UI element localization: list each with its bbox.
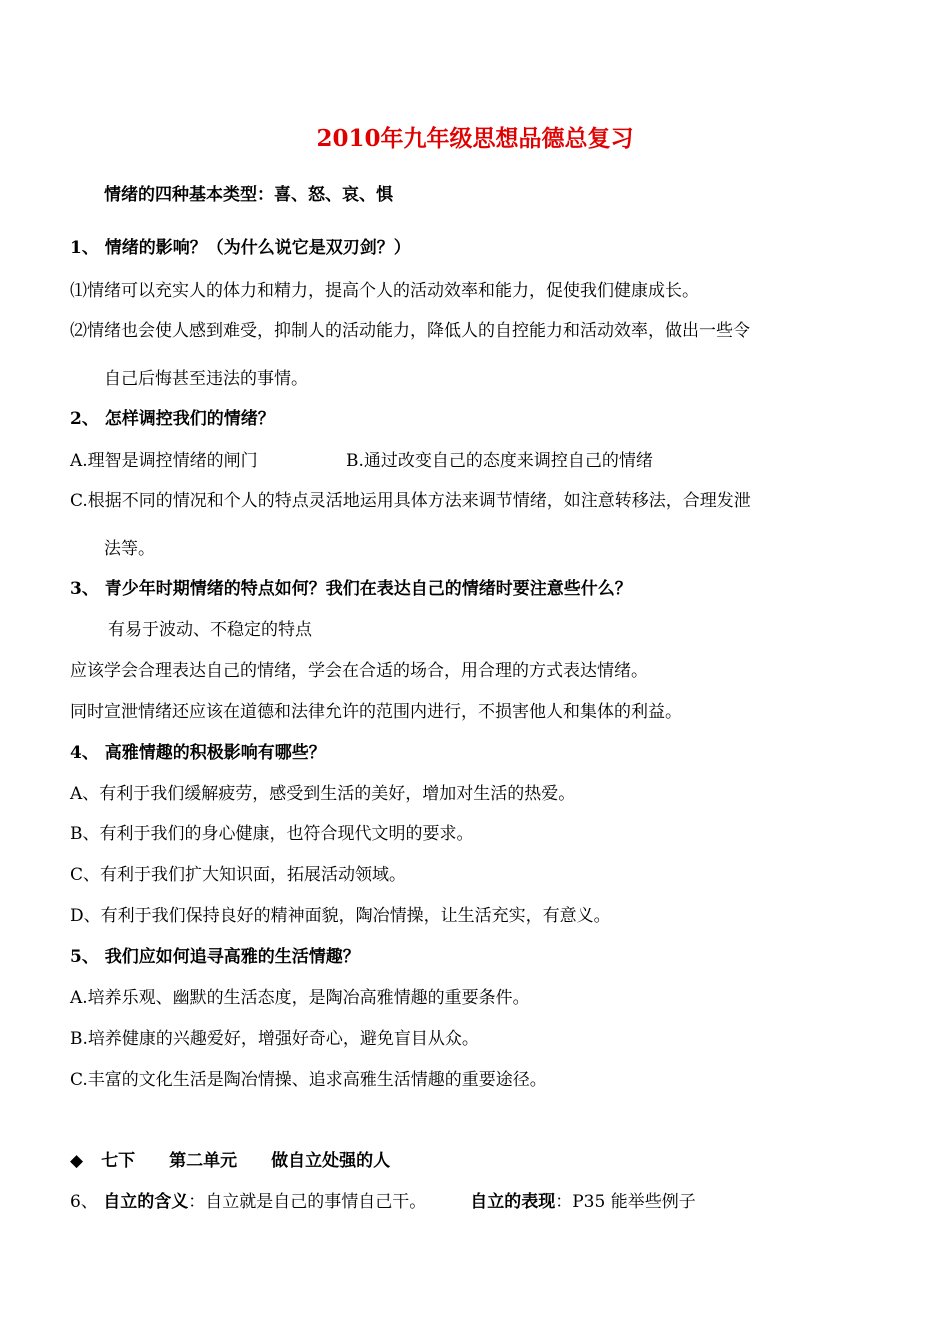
q6-label-performance: 自立的表现 (470, 1192, 556, 1212)
q5-option-a: A.培养乐观、幽默的生活态度，是陶冶高雅情趣的重要条件。 (70, 988, 530, 1008)
unit-title: 七下 第二单元 做自立处强的人 (101, 1151, 391, 1171)
unit-heading (70, 1150, 390, 1172)
q3-answer-2: 应该学会合理表达自己的情绪，学会在合适的场合，用合理的方式表达情绪。 (70, 661, 648, 681)
diamond-bullet-icon: ◆ (70, 1151, 84, 1171)
q2-option-a: A.理智是调控情绪的闸门 (70, 451, 258, 471)
q1-heading: 1、 情绪的影响？（为什么说它是双刃剑？） (70, 238, 411, 258)
document-title: 2010年九年级思想品德总复习 (316, 125, 634, 152)
q3-answer-3: 同时宣泄情绪还应该在道德和法律允许的范围内进行，不损害他人和集体的利益。 (70, 702, 682, 722)
q5-option-b: B.培养健康的兴趣爱好，增强好奇心，避免盲目从众。 (70, 1029, 479, 1049)
q2-heading: 2、 怎样调控我们的情绪？ (70, 409, 275, 429)
q2-option-b: B.通过改变自己的态度来调控自己的情绪 (346, 451, 653, 471)
q4-heading: 4、 高雅情趣的积极影响有哪些？ (70, 743, 326, 763)
q4-option-b: B、有利于我们的身心健康，也符合现代文明的要求。 (70, 824, 474, 844)
q6-text-meaning: ：自立就是自己的事情自己干。 (188, 1192, 427, 1212)
q6-number: 6、 (70, 1192, 104, 1212)
q1-answer-2: ⑵情绪也会使人感到难受，抑制人的活动能力，降低人的自控能力和活动效率，做出一些令 (70, 321, 750, 341)
q3-heading: 3、 青少年时期情绪的特点如何？我们在表达自己的情绪时要注意些什么？ (70, 579, 632, 599)
q3-answer-1: 有易于波动、不稳定的特点 (108, 620, 312, 640)
q1-answer-2-cont: 自己后悔甚至违法的事情。 (104, 369, 308, 389)
q4-option-d: D、有利于我们保持良好的精神面貌，陶冶情操，让生活充实，有意义。 (70, 906, 611, 926)
q6-line (70, 1191, 696, 1213)
q4-option-a: A、有利于我们缓解疲劳，感受到生活的美好，增加对生活的热爱。 (70, 784, 576, 804)
q1-answer-1: ⑴情绪可以充实人的体力和精力，提高个人的活动效率和能力，促使我们健康成长。 (70, 281, 699, 301)
q6-text-performance: ：P35 能举些例子 (555, 1192, 696, 1212)
q2-option-c-cont: 法等。 (104, 539, 155, 559)
intro-line: 情绪的四种基本类型：喜、怒、哀、惧 (104, 185, 393, 205)
q4-option-c: C、有利于我们扩大知识面，拓展活动领域。 (70, 865, 407, 885)
q2-option-c: C.根据不同的情况和个人的特点灵活地运用具体方法来调节情绪，如注意转移法，合理发泄 (70, 491, 751, 511)
q6-label-meaning: 自立的含义 (103, 1192, 189, 1212)
q5-heading: 5、 我们应如何追寻高雅的生活情趣？ (70, 947, 360, 967)
q5-option-c: C.丰富的文化生活是陶冶情操、追求高雅生活情趣的重要途径。 (70, 1070, 547, 1090)
